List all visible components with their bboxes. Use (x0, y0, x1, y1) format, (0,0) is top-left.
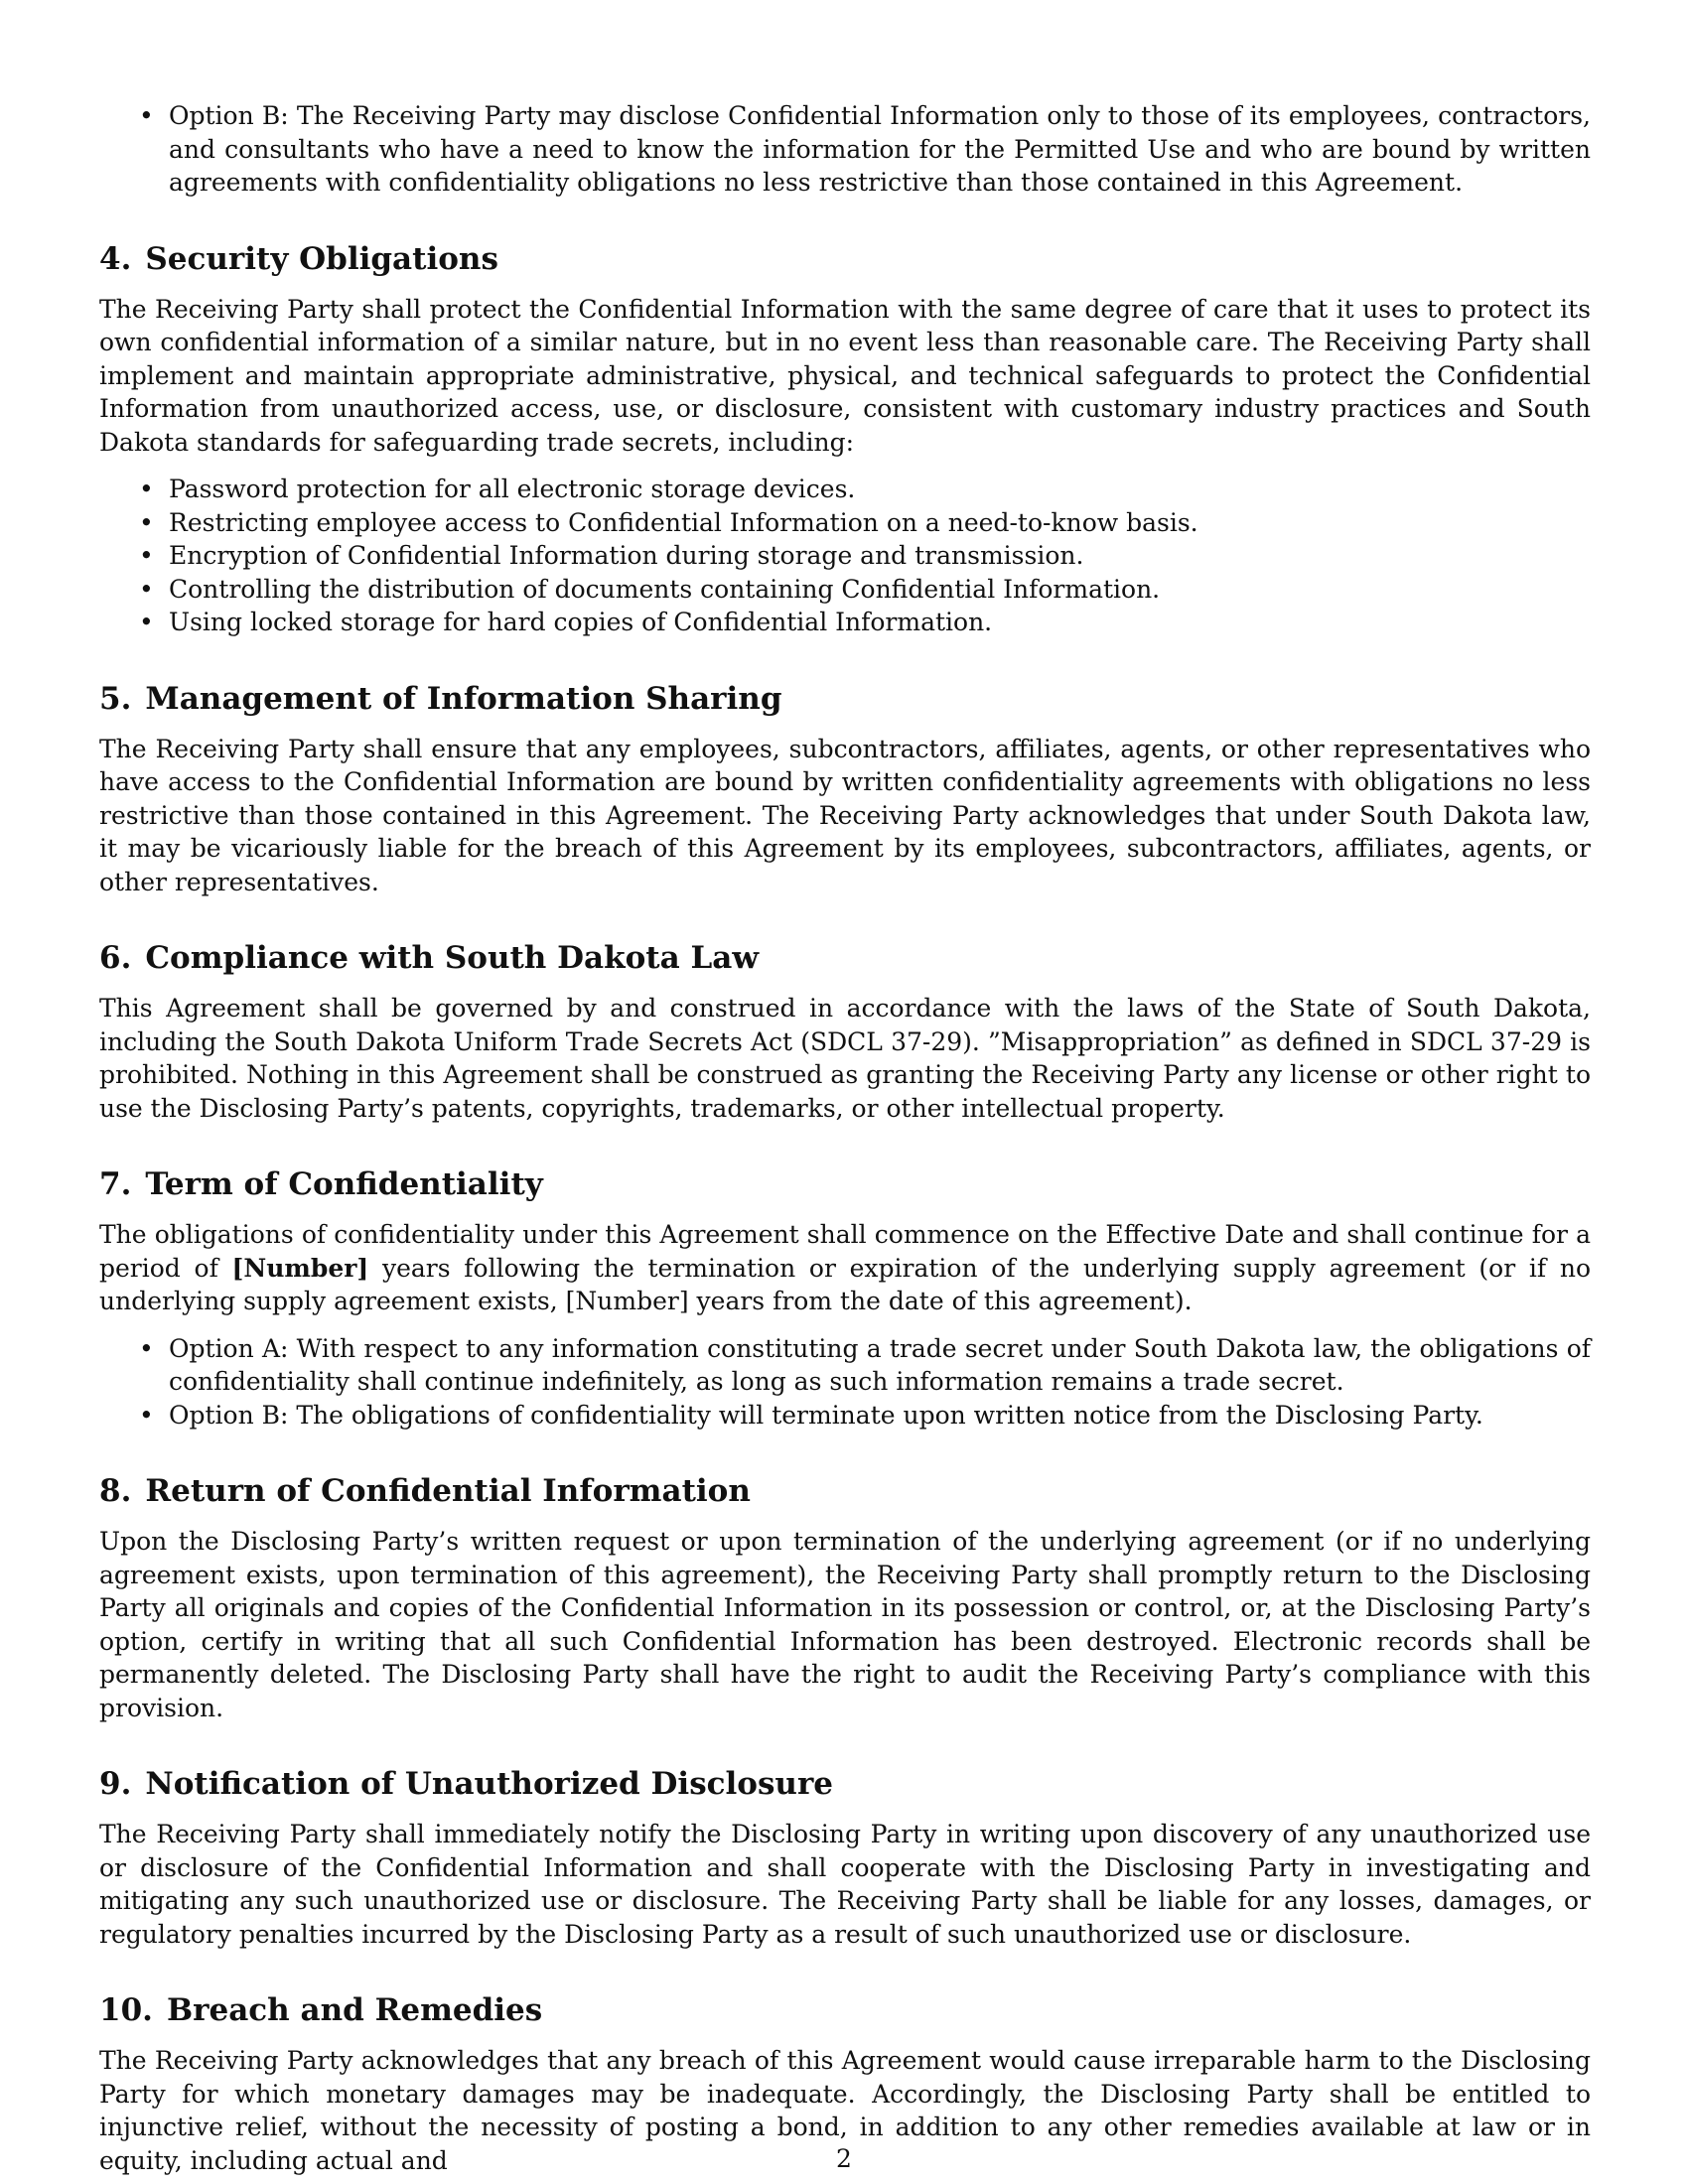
section-number: 6. (99, 940, 132, 976)
list-item: • Controlling the distribution of documents containing Confidential Information. (99, 573, 1591, 607)
section-8 (99, 1473, 1591, 1724)
list-item: • Option B: The Receiving Party may disclose Confidential Information only to those of its employees, contractors, and consultants who have a need to know the information for the Permitted Use and who are bound by written agreements with confidentiality obligations no less restrictive than those contained in this Agreement. (99, 99, 1591, 200)
list-item: • Password protection for all electronic storage devices. (99, 473, 1591, 506)
section-5 (99, 681, 1591, 899)
section-title: Term of Confidentiality (145, 1166, 543, 1202)
section-title: Return of Confidential Information (145, 1473, 751, 1509)
placeholder-number: [Number] (231, 1253, 369, 1283)
section-heading (99, 1473, 1591, 1509)
body-text: The obligations of confidentiality under this Agreement shall commence on the Effective Date and shall continue for a period of (99, 1220, 1591, 1283)
section-number: 8. (99, 1473, 132, 1509)
list-item: • Option B: The obligations of confidentiality will terminate upon written notice from the Disclosing Party. (99, 1399, 1591, 1433)
section-heading (99, 1766, 1591, 1802)
section-title: Security Obligations (145, 240, 498, 277)
section-title: Management of Information Sharing (145, 680, 782, 717)
list-item: • Using locked storage for hard copies of Confidential Information. (99, 606, 1591, 639)
section-6 (99, 940, 1591, 1125)
section-heading (99, 681, 1591, 717)
section-7 (99, 1166, 1591, 1432)
section-body: The Receiving Party acknowledges that any breach of this Agreement would cause irreparable harm to the Disclosing Party for which monetary damages may be inadequate. Accordingly, the Disclosing Party shall be entitled to injunctive relief, without the necessity of posting a bond, in addition to any other remedies available at law or in equity, including actual and (99, 2046, 1591, 2175)
document-page (99, 99, 1591, 2177)
list-item: • Restricting employee access to Confidential Information on a need-to-know basis. (99, 506, 1591, 540)
section-title: Compliance with South Dakota Law (145, 940, 760, 976)
section-number: 4. (99, 240, 132, 277)
section-number: 10. (99, 1992, 153, 2028)
intro-bullet-list (99, 99, 1591, 200)
section-heading (99, 241, 1591, 277)
section-number: 9. (99, 1766, 132, 1802)
section-9 (99, 1766, 1591, 1951)
section-4 (99, 241, 1591, 639)
section-heading (99, 1992, 1591, 2028)
section-body: The Receiving Party shall ensure that any employees, subcontractors, affiliates, agents, or other representatives who have access to the Confidential Information are bound by written confidentiality agreements with obligations no less restrictive than those contained in this Agreement. The Receiving Party acknowledges that under South Dakota law, it may be vicariously liable for the breach of this Agreement by its employees, subcontractors, affiliates, agents, or other representatives. (99, 734, 1591, 896)
body-text: years following the termination or expiration of the underlying supply agreement (or if no underlying supply agreement exists, [Number] years from the date of this agreement). (99, 1253, 1592, 1315)
section-body: This Agreement shall be governed by and construed in accordance with the laws of the State of South Dakota, including the South Dakota Uniform Trade Secrets Act (SDCL 37-29). ”Misappropriation” as defined in SDCL 37-29 is prohibited. Nothing in this Agreement shall be construed as granting the Receiving Party any license or other right to use the Disclosing Party’s patents, copyrights, trademarks, or other intellectual property. (99, 994, 1591, 1123)
bullet-list (99, 473, 1591, 639)
section-number: 5. (99, 680, 132, 717)
section-heading (99, 1166, 1591, 1202)
section-body: The Receiving Party shall immediately notify the Disclosing Party in writing upon discovery of any unauthorized use or disclosure of the Confidential Information and shall cooperate with the Disclosing Party in investigating and mitigating any such unauthorized use or disclosure. The Receiving Party shall be liable for any losses, damages, or regulatory penalties incurred by the Disclosing Party as a result of such unauthorized use or disclosure. (99, 1820, 1591, 1949)
section-title: Breach and Remedies (166, 1992, 543, 2028)
section-title: Notification of Unauthorized Disclosure (145, 1766, 834, 1802)
bullet-list (99, 1332, 1591, 1433)
section-number: 7. (99, 1166, 132, 1202)
section-body (99, 1218, 1591, 1318)
page-number: 2 (836, 2144, 852, 2173)
section-body: Upon the Disclosing Party’s written request or upon termination of the underlying agreement (or if no underlying agreement exists, upon termination of this agreement), the Receiving Party shall promptly return to the Disclosing Party all originals and copies of the Confidential Information in its possession or control, or, at the Disclosing Party’s option, certify in writing that all such Confidential Information has been destroyed. Electronic records shall be permanently deleted. The Disclosing Party shall have the right to audit the Receiving Party’s compliance with this provision. (99, 1527, 1591, 1722)
list-item: • Encryption of Confidential Information during storage and transmission. (99, 539, 1591, 573)
list-item: • Option A: With respect to any information constituting a trade secret under South Dakota law, the obligations of confidentiality shall continue indefinitely, as long as such information remains a trade secret. (99, 1332, 1591, 1399)
section-heading (99, 940, 1591, 976)
section-body: The Receiving Party shall protect the Confidential Information with the same degree of care that it uses to protect its own confidential information of a similar nature, but in no event less than reasonable care. The Receiving Party shall implement and maintain appropriate administrative, physical, and technical safeguards to protect the Confidential Information from unauthorized access, use, or disclosure, consistent with customary industry practices and South Dakota standards for safeguarding trade secrets, including: (99, 294, 1591, 457)
